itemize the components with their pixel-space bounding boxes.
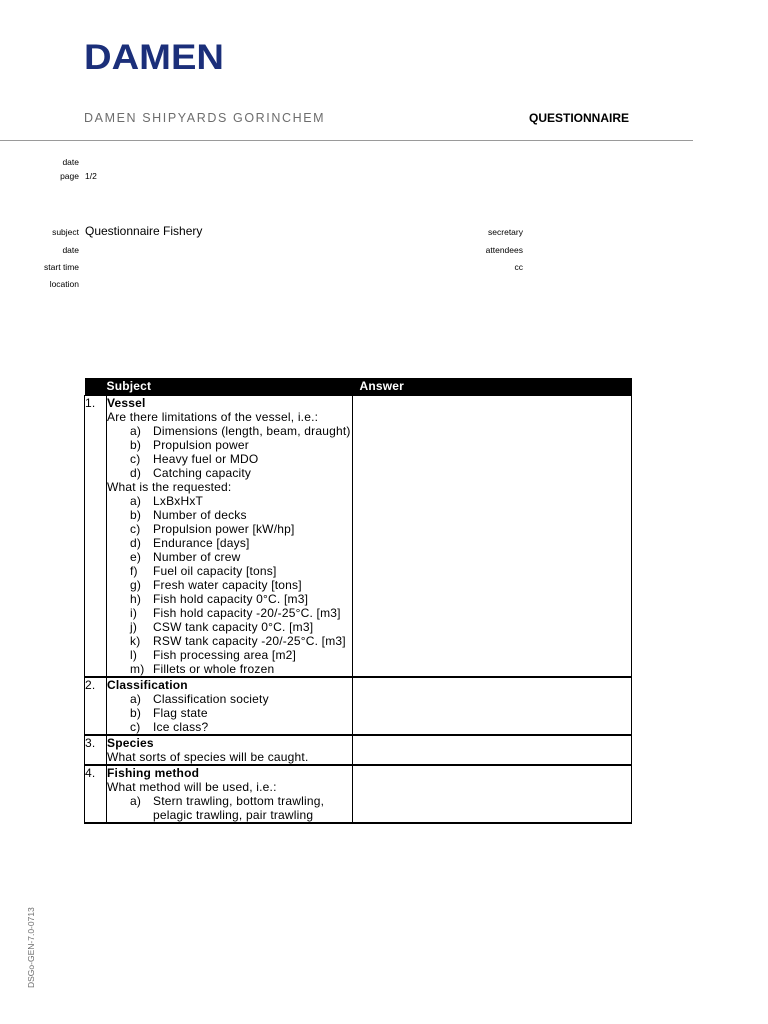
header-divider <box>0 140 693 141</box>
list-item <box>107 522 352 536</box>
item-text: Catching capacity <box>153 466 252 480</box>
list-item <box>107 592 352 606</box>
item-letter: a) <box>130 494 142 508</box>
secretary-label: secretary <box>488 227 523 237</box>
list-item <box>107 634 352 648</box>
item-text: Propulsion power <box>153 438 249 452</box>
item-text: Number of decks <box>153 508 247 522</box>
list-item <box>107 620 352 634</box>
list-item <box>107 720 352 734</box>
company-name: DAMEN SHIPYARDS GORINCHEM <box>84 111 326 125</box>
item-letter: d) <box>130 536 142 550</box>
question-list <box>107 794 352 822</box>
list-item <box>107 578 352 592</box>
item-text: CSW tank capacity 0°C. [m3] <box>153 620 314 634</box>
item-letter: b) <box>130 438 142 452</box>
item-letter: b) <box>130 706 142 720</box>
table-body <box>85 396 632 824</box>
item-letter: e) <box>130 550 142 564</box>
page-label: page <box>60 171 79 181</box>
start-time-label: start time <box>44 262 79 272</box>
list-item <box>107 606 352 620</box>
item-letter: a) <box>130 794 142 808</box>
section-title: Classification <box>107 678 188 692</box>
questionnaire-table <box>84 378 632 824</box>
item-text: Fillets or whole frozen <box>153 662 275 676</box>
list-item <box>107 706 352 720</box>
table-header-row <box>85 378 632 396</box>
question-list <box>107 692 352 734</box>
table-row <box>85 735 632 765</box>
list-item <box>107 794 352 822</box>
item-text: LxBxHxT <box>153 494 204 508</box>
item-letter: h) <box>130 592 142 606</box>
answer-cell[interactable] <box>353 765 632 823</box>
question-text: Are there limitations of the vessel, i.e.: <box>107 410 319 424</box>
item-letter: f) <box>130 564 138 578</box>
row-number: 2. <box>85 677 107 735</box>
section-title: Species <box>107 736 154 750</box>
row-number: 4. <box>85 765 107 823</box>
page-value: 1/2 <box>85 171 97 181</box>
cc-label: cc <box>514 262 523 272</box>
item-letter: c) <box>130 522 141 536</box>
item-text: Number of crew <box>153 550 241 564</box>
item-letter: c) <box>130 452 141 466</box>
subject-cell <box>107 735 353 765</box>
question-text: What method will be used, i.e.: <box>107 780 277 794</box>
question-list <box>107 494 352 676</box>
item-letter: b) <box>130 508 142 522</box>
list-item <box>107 550 352 564</box>
item-text: Stern trawling, bottom trawling, pelagic trawling, pair trawling <box>153 794 325 822</box>
table-row <box>85 677 632 735</box>
answer-cell[interactable] <box>353 735 632 765</box>
damen-logo <box>84 42 224 70</box>
header-number-cell <box>85 378 107 396</box>
item-text: Fresh water capacity [tons] <box>153 578 302 592</box>
subject-cell <box>107 396 353 678</box>
section-title: Fishing method <box>107 766 200 780</box>
item-letter: m) <box>130 662 145 676</box>
item-text: Fuel oil capacity [tons] <box>153 564 277 578</box>
subject-cell <box>107 677 353 735</box>
item-text: Propulsion power [kW/hp] <box>153 522 295 536</box>
list-item <box>107 424 352 438</box>
item-letter: l) <box>130 648 138 662</box>
list-item <box>107 648 352 662</box>
list-item <box>107 564 352 578</box>
item-letter: g) <box>130 578 142 592</box>
table-row <box>85 396 632 678</box>
document-code: DSGo-GEN-7.0-0713 <box>26 907 36 988</box>
list-item <box>107 536 352 550</box>
list-item <box>107 452 352 466</box>
subject-cell <box>107 765 353 823</box>
item-letter: j) <box>130 620 138 634</box>
list-item <box>107 662 352 676</box>
item-text: Endurance [days] <box>153 536 250 550</box>
list-item <box>107 438 352 452</box>
document-type: QUESTIONNAIRE <box>529 111 630 125</box>
item-text: Classification society <box>153 692 269 706</box>
item-text: Dimensions (length, beam, draught) <box>153 424 351 438</box>
attendees-label: attendees <box>485 245 523 255</box>
item-text: Fish hold capacity 0°C. [m3] <box>153 592 309 606</box>
item-text: Heavy fuel or MDO <box>153 452 259 466</box>
question-text: What is the requested: <box>107 480 232 494</box>
question-text: What sorts of species will be caught. <box>107 750 309 764</box>
list-item <box>107 692 352 706</box>
row-number: 1. <box>85 396 107 678</box>
answer-cell[interactable] <box>353 677 632 735</box>
answer-cell[interactable] <box>353 396 632 678</box>
item-text: RSW tank capacity -20/-25°C. [m3] <box>153 634 346 648</box>
list-item <box>107 494 352 508</box>
meeting-date-label: date <box>62 245 79 255</box>
table-row <box>85 765 632 823</box>
item-text: Flag state <box>153 706 208 720</box>
subject-value: Questionnaire Fishery <box>85 224 203 238</box>
location-label: location <box>49 279 79 289</box>
item-text: Ice class? <box>153 720 209 734</box>
item-letter: k) <box>130 634 141 648</box>
header-answer: Answer <box>353 378 632 396</box>
date-label: date <box>62 157 79 167</box>
item-text: Fish hold capacity -20/-25°C. [m3] <box>153 606 341 620</box>
subject-label: subject <box>52 227 79 237</box>
item-text: Fish processing area [m2] <box>153 648 297 662</box>
list-item <box>107 466 352 480</box>
logo-text: DAMEN <box>84 42 224 70</box>
row-number: 3. <box>85 735 107 765</box>
item-letter: d) <box>130 466 142 480</box>
item-letter: c) <box>130 720 141 734</box>
list-item <box>107 508 352 522</box>
section-title: Vessel <box>107 396 146 410</box>
item-letter: a) <box>130 692 142 706</box>
item-letter: a) <box>130 424 142 438</box>
header-subject: Subject <box>107 378 353 396</box>
question-list <box>107 424 352 480</box>
item-letter: i) <box>130 606 138 620</box>
